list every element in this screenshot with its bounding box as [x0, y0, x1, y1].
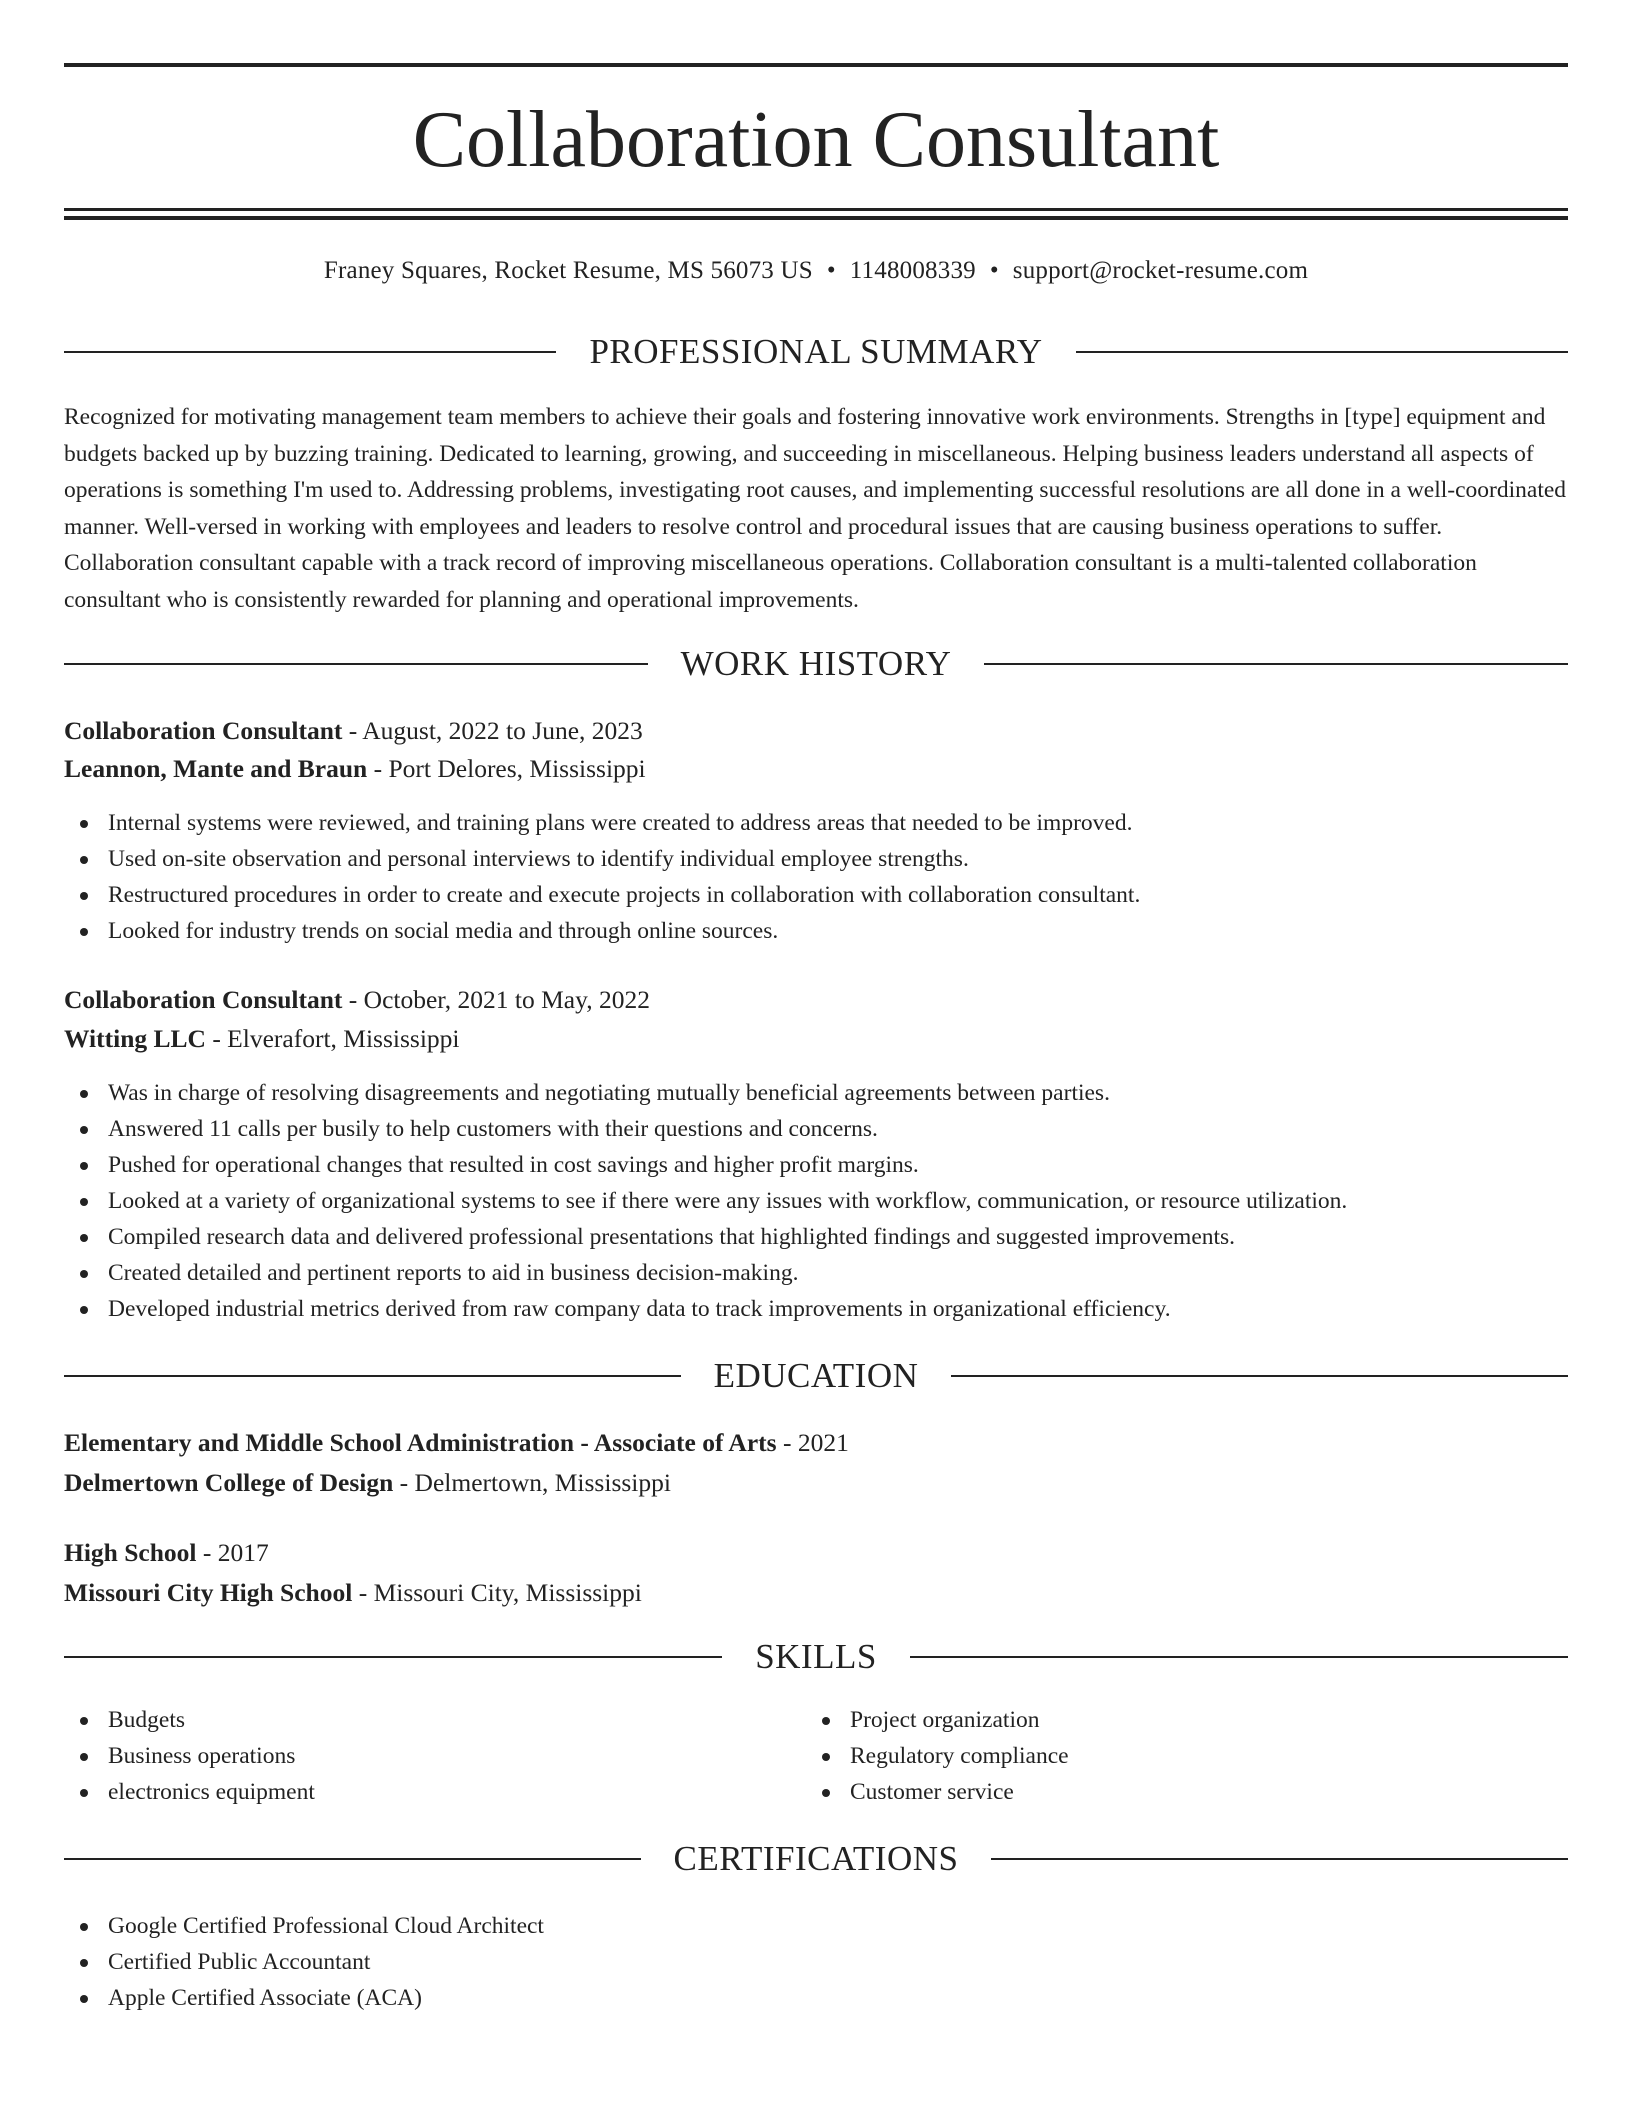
header-double-rule-lower [64, 216, 1568, 220]
section-title: SKILLS [755, 1637, 877, 1676]
section-rule-right [951, 1375, 1568, 1377]
list-item: Looked for industry trends on social media and through online sources. [108, 913, 1568, 949]
section-rule-right [991, 1858, 1568, 1860]
job-title-line [64, 982, 650, 1018]
section-rule-right [1076, 351, 1568, 353]
education-school: Delmertown College of Design [64, 1468, 394, 1497]
contact-separator: • [826, 257, 836, 284]
list-item: Internal systems were reviewed, and training plans were created to address areas that needed to be improved. [108, 805, 1568, 841]
job-company: Leannon, Mante and Braun [64, 754, 368, 783]
list-item: Developed industrial metrics derived from raw company data to track improvements in organizational efficiency. [108, 1291, 1568, 1327]
contact-address: Franey Squares, Rocket Resume, MS 56073 US [323, 257, 813, 284]
skills-list-right [806, 1702, 1550, 1810]
skill-item: Budgets [108, 1702, 808, 1738]
education-school-line [64, 1575, 642, 1611]
section-heading-certifications [64, 1839, 1568, 1879]
certifications-list [64, 1908, 1568, 2016]
education-degree-line [64, 1425, 849, 1461]
certification-item: Certified Public Accountant [108, 1944, 1568, 1980]
skill-item: electronics equipment [108, 1774, 808, 1810]
section-title: CERTIFICATIONS [673, 1839, 959, 1878]
header-double-rule-upper [64, 208, 1568, 211]
list-item: Answered 11 calls per busily to help customers with their questions and concerns. [108, 1111, 1568, 1147]
section-rule-left [64, 351, 556, 353]
section-rule-right [910, 1656, 1568, 1658]
certification-item: Apple Certified Associate (ACA) [108, 1980, 1568, 2016]
skill-item: Project organization [850, 1702, 1550, 1738]
job-company-line [64, 751, 646, 787]
section-title: EDUCATION [713, 1356, 919, 1395]
section-rule-left [64, 1375, 681, 1377]
section-rule-left [64, 663, 648, 665]
contact-email: support@rocket-resume.com [1012, 257, 1309, 284]
education-year: - 2017 [196, 1538, 269, 1567]
education-school: Missouri City High School [64, 1578, 353, 1607]
list-item: Used on-site observation and personal interviews to identify individual employee strengths. [108, 841, 1568, 877]
section-heading-education [64, 1356, 1568, 1396]
job-bullets [64, 1075, 1568, 1327]
contact-phone: 1148008339 [849, 257, 976, 284]
education-degree-line [64, 1535, 269, 1571]
section-title: PROFESSIONAL SUMMARY [589, 332, 1043, 371]
job-dates: - October, 2021 to May, 2022 [342, 985, 650, 1014]
list-item: Looked at a variety of organizational systems to see if there were any issues with workflow, communication, or resource utilization. [108, 1183, 1568, 1219]
job-title: Collaboration Consultant [64, 985, 343, 1014]
job-company: Witting LLC [64, 1024, 206, 1053]
job-company-line [64, 1021, 460, 1057]
job-title: Collaboration Consultant [64, 716, 343, 745]
job-dates: - August, 2022 to June, 2023 [342, 716, 643, 745]
skill-item: Regulatory compliance [850, 1738, 1550, 1774]
header-top-rule [64, 63, 1568, 67]
job-title-line [64, 713, 643, 749]
section-heading-summary [64, 332, 1568, 372]
job-location: - Elverafort, Mississippi [205, 1024, 460, 1053]
skills-list-left [64, 1702, 808, 1810]
education-degree: High School [64, 1538, 197, 1567]
summary-text: Recognized for motivating management team members to achieve their goals and fostering innovative work environments. Strengths in [type] equipment and budgets backed up by buzzing training. Dedicated to learning, growing, and succeeding in miscellaneous. Helping business leaders understand all aspects of operations is something I'm used to. Addressing problems, investigating root causes, and implementing successful resolutions are all done in a well-coordinated manner. Well-versed in working with employees and leaders to resolve control and procedural issues that are causing business operations to suffer. Collaboration consultant capable with a track record of improving miscellaneous operations. Collaboration consultant is a multi-talented collaboration consultant who is consistently rewarded for planning and operational improvements. [64, 404, 1567, 613]
education-degree: Elementary and Middle School Administration - Associate of Arts [64, 1428, 777, 1457]
list-item: Compiled research data and delivered professional presentations that highlighted findings and suggested improvements. [108, 1219, 1568, 1255]
section-rule-left [64, 1656, 722, 1658]
list-item: Created detailed and pertinent reports to aid in business decision-making. [108, 1255, 1568, 1291]
section-rule-right [984, 663, 1568, 665]
resume-name: Collaboration Consultant [412, 96, 1220, 184]
section-title: WORK HISTORY [680, 644, 952, 683]
skill-item: Business operations [108, 1738, 808, 1774]
list-item: Restructured procedures in order to create and execute projects in collaboration with collaboration consultant. [108, 877, 1568, 913]
list-item: Was in charge of resolving disagreements and negotiating mutually beneficial agreements between parties. [108, 1075, 1568, 1111]
certification-item: Google Certified Professional Cloud Architect [108, 1908, 1568, 1944]
skill-item: Customer service [850, 1774, 1550, 1810]
education-location: - Missouri City, Mississippi [352, 1578, 642, 1607]
section-heading-work-history [64, 644, 1568, 684]
job-bullets [64, 805, 1568, 949]
job-location: - Port Delores, Mississippi [367, 754, 646, 783]
list-item: Pushed for operational changes that resulted in cost savings and higher profit margins. [108, 1147, 1568, 1183]
section-rule-left [64, 1858, 641, 1860]
education-school-line [64, 1465, 671, 1501]
education-location: - Delmertown, Mississippi [393, 1468, 671, 1497]
contact-separator: • [989, 257, 999, 284]
education-year: - 2021 [776, 1428, 849, 1457]
contact-line [64, 254, 1568, 288]
section-heading-skills [64, 1637, 1568, 1677]
